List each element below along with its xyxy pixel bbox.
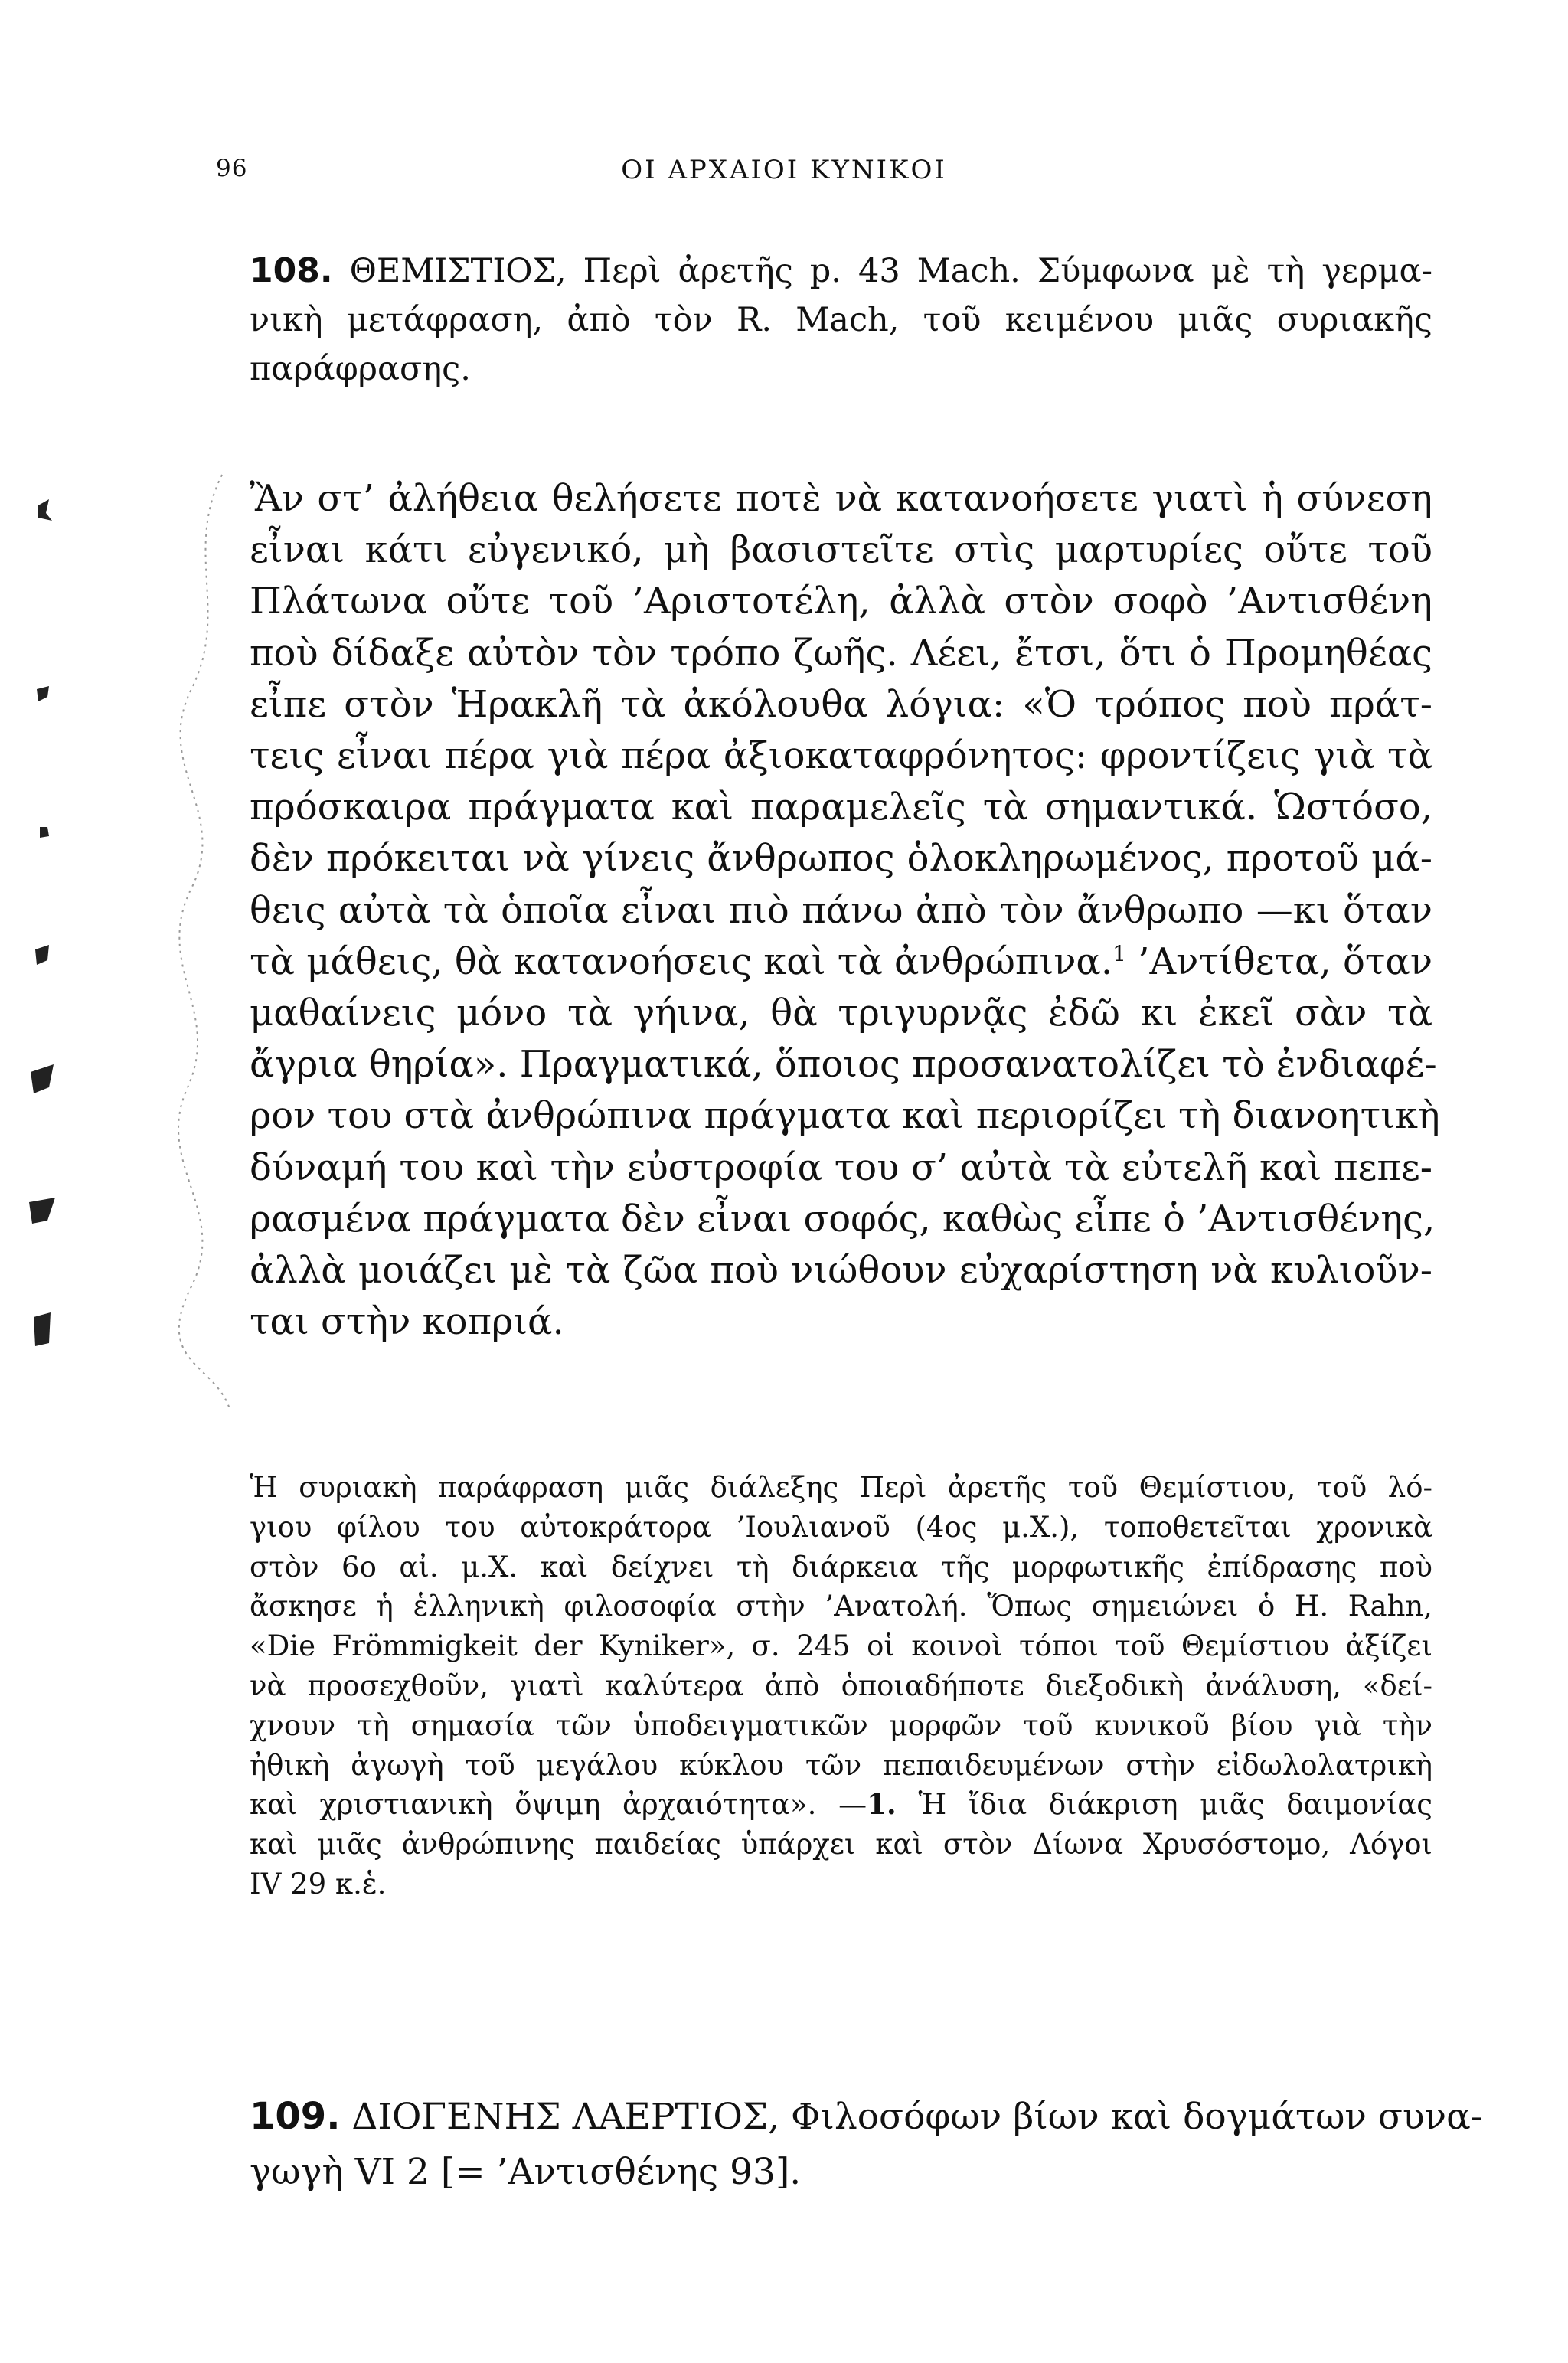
text-line: πρόσκαιρα πράγματα καὶ παραμελεῖς τὰ σημαντικά. Ὡστόσο, — [250, 786, 1432, 829]
running-title: ΟΙ ΑΡΧΑΙΟΙ ΚΥΝΙΚΟΙ — [621, 155, 947, 185]
running-head — [0, 155, 1568, 201]
note-line: καὶ χριστιανικὴ ὄψιμη ἀρχαιότητα». — — [250, 1788, 867, 1822]
text-line: Ἂν στ’ ἀλήθεια θελήσετε ποτὲ νὰ κατανοήσετε γιατὶ ἡ σύνεση — [250, 477, 1432, 520]
heading-line: ΘΕΜΙΣΤΙΟΣ, Περὶ ἀρετῆς p. 43 Mach. Σύμφωνα μὲ τὴ γερμα- — [349, 252, 1433, 290]
note-marker: 1. — [867, 1787, 897, 1822]
text-line: ρον του στὰ ἀνθρώπινα πράγματα καὶ περιορίζει τὴ διανοητικὴ — [250, 1094, 1440, 1138]
heading-line: γωγὴ VI 2 [= ’Αντισθένης 93]. — [250, 2151, 802, 2193]
commentary-notes — [250, 1468, 1432, 1904]
note-line-tail: Ἡ ἴδια διάκριση μιᾶς δαιμονίας — [896, 1788, 1432, 1822]
note-line: καὶ μιᾶς ἀνθρώπινης παιδείας ὑπάρχει καὶ στὸν Δίωνα Χρυσόστομο, Λόγοι — [250, 1828, 1432, 1861]
text-line: εἶπε στὸν Ἡρακλῆ τὰ ἀκόλουθα λόγια: «Ὁ τρόπος ποὺ πράτ- — [250, 682, 1432, 726]
note-line: ἠθικὴ ἀγωγὴ τοῦ μεγάλου κύκλου τῶν πεπαιδευμένων στὴν εἰδωλολατρικὴ — [250, 1748, 1432, 1782]
entry-number: 108. — [250, 251, 333, 290]
note-line: Ἡ συριακὴ παράφραση μιᾶς διάλεξης Περὶ ἀρετῆς τοῦ Θεμίστιου, τοῦ λό- — [250, 1471, 1432, 1504]
note-line: ἄσκησε ἡ ἑλληνικὴ φιλοσοφία στὴν ’Ανατολή. Ὅπως σημειώνει ὁ H. Rahn, — [250, 1590, 1432, 1623]
note-line: χνουν τὴ σημασία τῶν ὑποδειγματικῶν μορφῶν τοῦ κυνικοῦ βίου γιὰ τὴν — [250, 1708, 1432, 1742]
main-text — [250, 473, 1440, 1348]
text-line: τὰ μάθεις, θὰ κατανοήσεις καὶ τὰ ἀνθρώπινα. — [250, 940, 1113, 983]
note-line: IV 29 κ.ἑ. — [250, 1867, 387, 1901]
text-line: δύναμή του καὶ τὴν εὐστροφία του σ’ αὐτὰ τὰ εὐτελῆ καὶ πεπε- — [250, 1146, 1432, 1189]
text-line: ἀλλὰ μοιάζει μὲ τὰ ζῶα ποὺ νιώθουν εὐχαρίστηση νὰ κυλιοῦν- — [250, 1249, 1432, 1293]
entry-108-heading — [250, 247, 1432, 394]
text-line: ται στὴν κοπριά. — [250, 1300, 564, 1344]
footnote-ref[interactable]: 1 — [1112, 940, 1126, 966]
text-line: τεις εἶναι πέρα γιὰ πέρα ἀξιοκαταφρόνητος: φροντίζεις γιὰ τὰ — [250, 734, 1432, 778]
note-line: στὸν 6ο αἰ. μ.Χ. καὶ δείχνει τὴ διάρκεια τῆς μορφωτικῆς ἐπίδρασης ποὺ — [250, 1550, 1432, 1584]
text-line-tail: ’Αντίθετα, ὅταν — [1125, 940, 1433, 983]
text-line: εἶναι κάτι εὐγενικό, μὴ βασιστεῖτε στὶς μαρτυρίες οὔτε τοῦ — [250, 528, 1432, 572]
entry-number: 109. — [250, 2095, 341, 2138]
entry-109-heading — [250, 2089, 1483, 2200]
scan-margin-marks — [0, 459, 276, 1417]
note-line: νὰ προσεχθοῦν, γιατὶ καλύτερα ἀπὸ ὁποιαδήποτε διεξοδικὴ ἀνάλυση, «δεί- — [250, 1668, 1432, 1702]
text-line: θεις αὐτὰ τὰ ὁποῖα εἶναι πιὸ πάνω ἀπὸ τὸν ἄνθρωπο —κι ὅταν — [250, 888, 1432, 932]
page-number: 96 — [216, 155, 248, 182]
text-line: ποὺ δίδαξε αὐτὸν τὸν τρόπο ζωῆς. Λέει, ἔτσι, ὅτι ὁ Προμηθέας — [250, 631, 1432, 675]
note-line: «Die Frömmigkeit der Kyniker», σ. 245 οἱ κοινοὶ τόποι τοῦ Θεμίστιου ἀξίζει — [250, 1629, 1432, 1663]
text-line: Πλάτωνα οὔτε τοῦ ’Αριστοτέλη, ἀλλὰ στὸν σοφὸ ’Αντισθένη — [250, 580, 1432, 623]
heading-line: νικὴ μετάφραση, ἀπὸ τὸν R. Mach, τοῦ κειμένου μιᾶς συριακῆς — [250, 301, 1432, 339]
heading-line: ΔΙΟΓΕΝΗΣ ΛΑΕΡΤΙΟΣ, Φιλοσόφων βίων καὶ δογμάτων συνα- — [351, 2096, 1483, 2138]
text-line: ρασμένα πράγματα δὲν εἶναι σοφός, καθὼς εἶπε ὁ ’Αντισθένης, — [250, 1197, 1436, 1240]
heading-line: παράφρασης. — [250, 350, 471, 388]
text-line: δὲν πρόκειται νὰ γίνεις ἄνθρωπος ὁλοκληρωμένος, προτοῦ μά- — [250, 837, 1432, 881]
text-line: ἄγρια θηρία». Πραγματικά, ὅποιος προσανατολίζει τὸ ἐνδιαφέ- — [250, 1043, 1437, 1087]
text-line: μαθαίνεις μόνο τὰ γήινα, θὰ τριγυρνᾷς ἐδῶ κι ἐκεῖ σὰν τὰ — [250, 992, 1432, 1035]
note-line: γιου φίλου του αὐτοκράτορα ’Ιουλιανοῦ (4ος μ.Χ.), τοποθετεῖται χρονικὰ — [250, 1510, 1432, 1544]
